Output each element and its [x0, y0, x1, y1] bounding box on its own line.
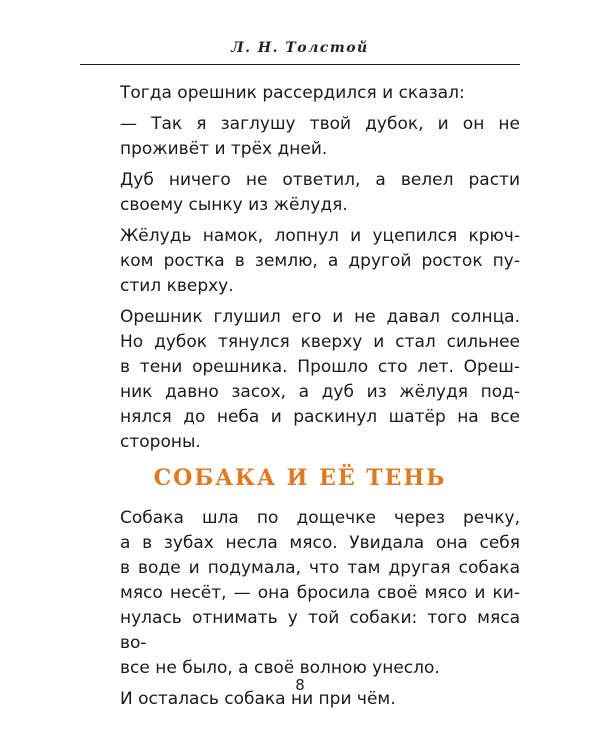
text-line: проживёт и трёх дней. — [120, 139, 328, 159]
text-line: Тогда орешник рассердился и сказал: — [120, 83, 465, 103]
text-line: Собака шла по дощечке через речку, — [120, 508, 520, 528]
story-2-text — [120, 506, 520, 718]
paragraph — [120, 81, 520, 106]
text-line: нулась отнимать у той собаки: того мяса во- — [120, 608, 520, 653]
text-line: а в зубах несла мясо. Увидала она себя — [120, 533, 520, 553]
paragraph — [120, 687, 520, 712]
paragraph — [120, 506, 520, 681]
text-line: И осталась собака ни при чём. — [120, 689, 396, 709]
text-line: мясо несёт, — она бросила своё мясо и ки- — [120, 583, 520, 603]
running-head: Л. Н. Толстой — [231, 40, 369, 56]
text-line: Дуб ничего не ответил, а велел расти — [120, 170, 520, 190]
text-line: стил кверху. — [120, 276, 234, 296]
text-line: нялся до неба и раскинул шатёр на все — [120, 407, 520, 427]
paragraph — [120, 224, 520, 299]
text-line: стороны. — [120, 432, 201, 452]
story-title: СОБАКА И ЕЁ ТЕНЬ — [153, 465, 447, 491]
text-line: Но дубок тянулся кверху и стал сильнее — [120, 332, 520, 352]
text-line: ком ростка в землю, а другой росток пу- — [120, 251, 520, 271]
paragraph — [120, 305, 520, 455]
text-line: в тени орешника. Прошло сто лет. Ореш- — [120, 357, 520, 377]
text-line: своему сынку из жёлудя. — [120, 195, 348, 215]
text-line: Жёлудь намок, лопнул и уцепился крюч- — [120, 226, 520, 246]
paragraph — [120, 112, 520, 162]
header-rule — [80, 64, 520, 65]
text-line: Орешник глушил его и не давал солнца. — [120, 307, 520, 327]
text-line: все не было, а своё волною унесло. — [120, 658, 440, 678]
paragraph — [120, 168, 520, 218]
text-line: — Так я заглушу твой дубок, и он не — [120, 114, 520, 134]
story-1-text — [120, 81, 520, 461]
text-line: ник давно засох, а дуб из жёлудя под- — [120, 382, 520, 402]
text-line: в воде и подумала, что там другая собака — [120, 558, 520, 578]
page-number: 8 — [295, 676, 305, 694]
